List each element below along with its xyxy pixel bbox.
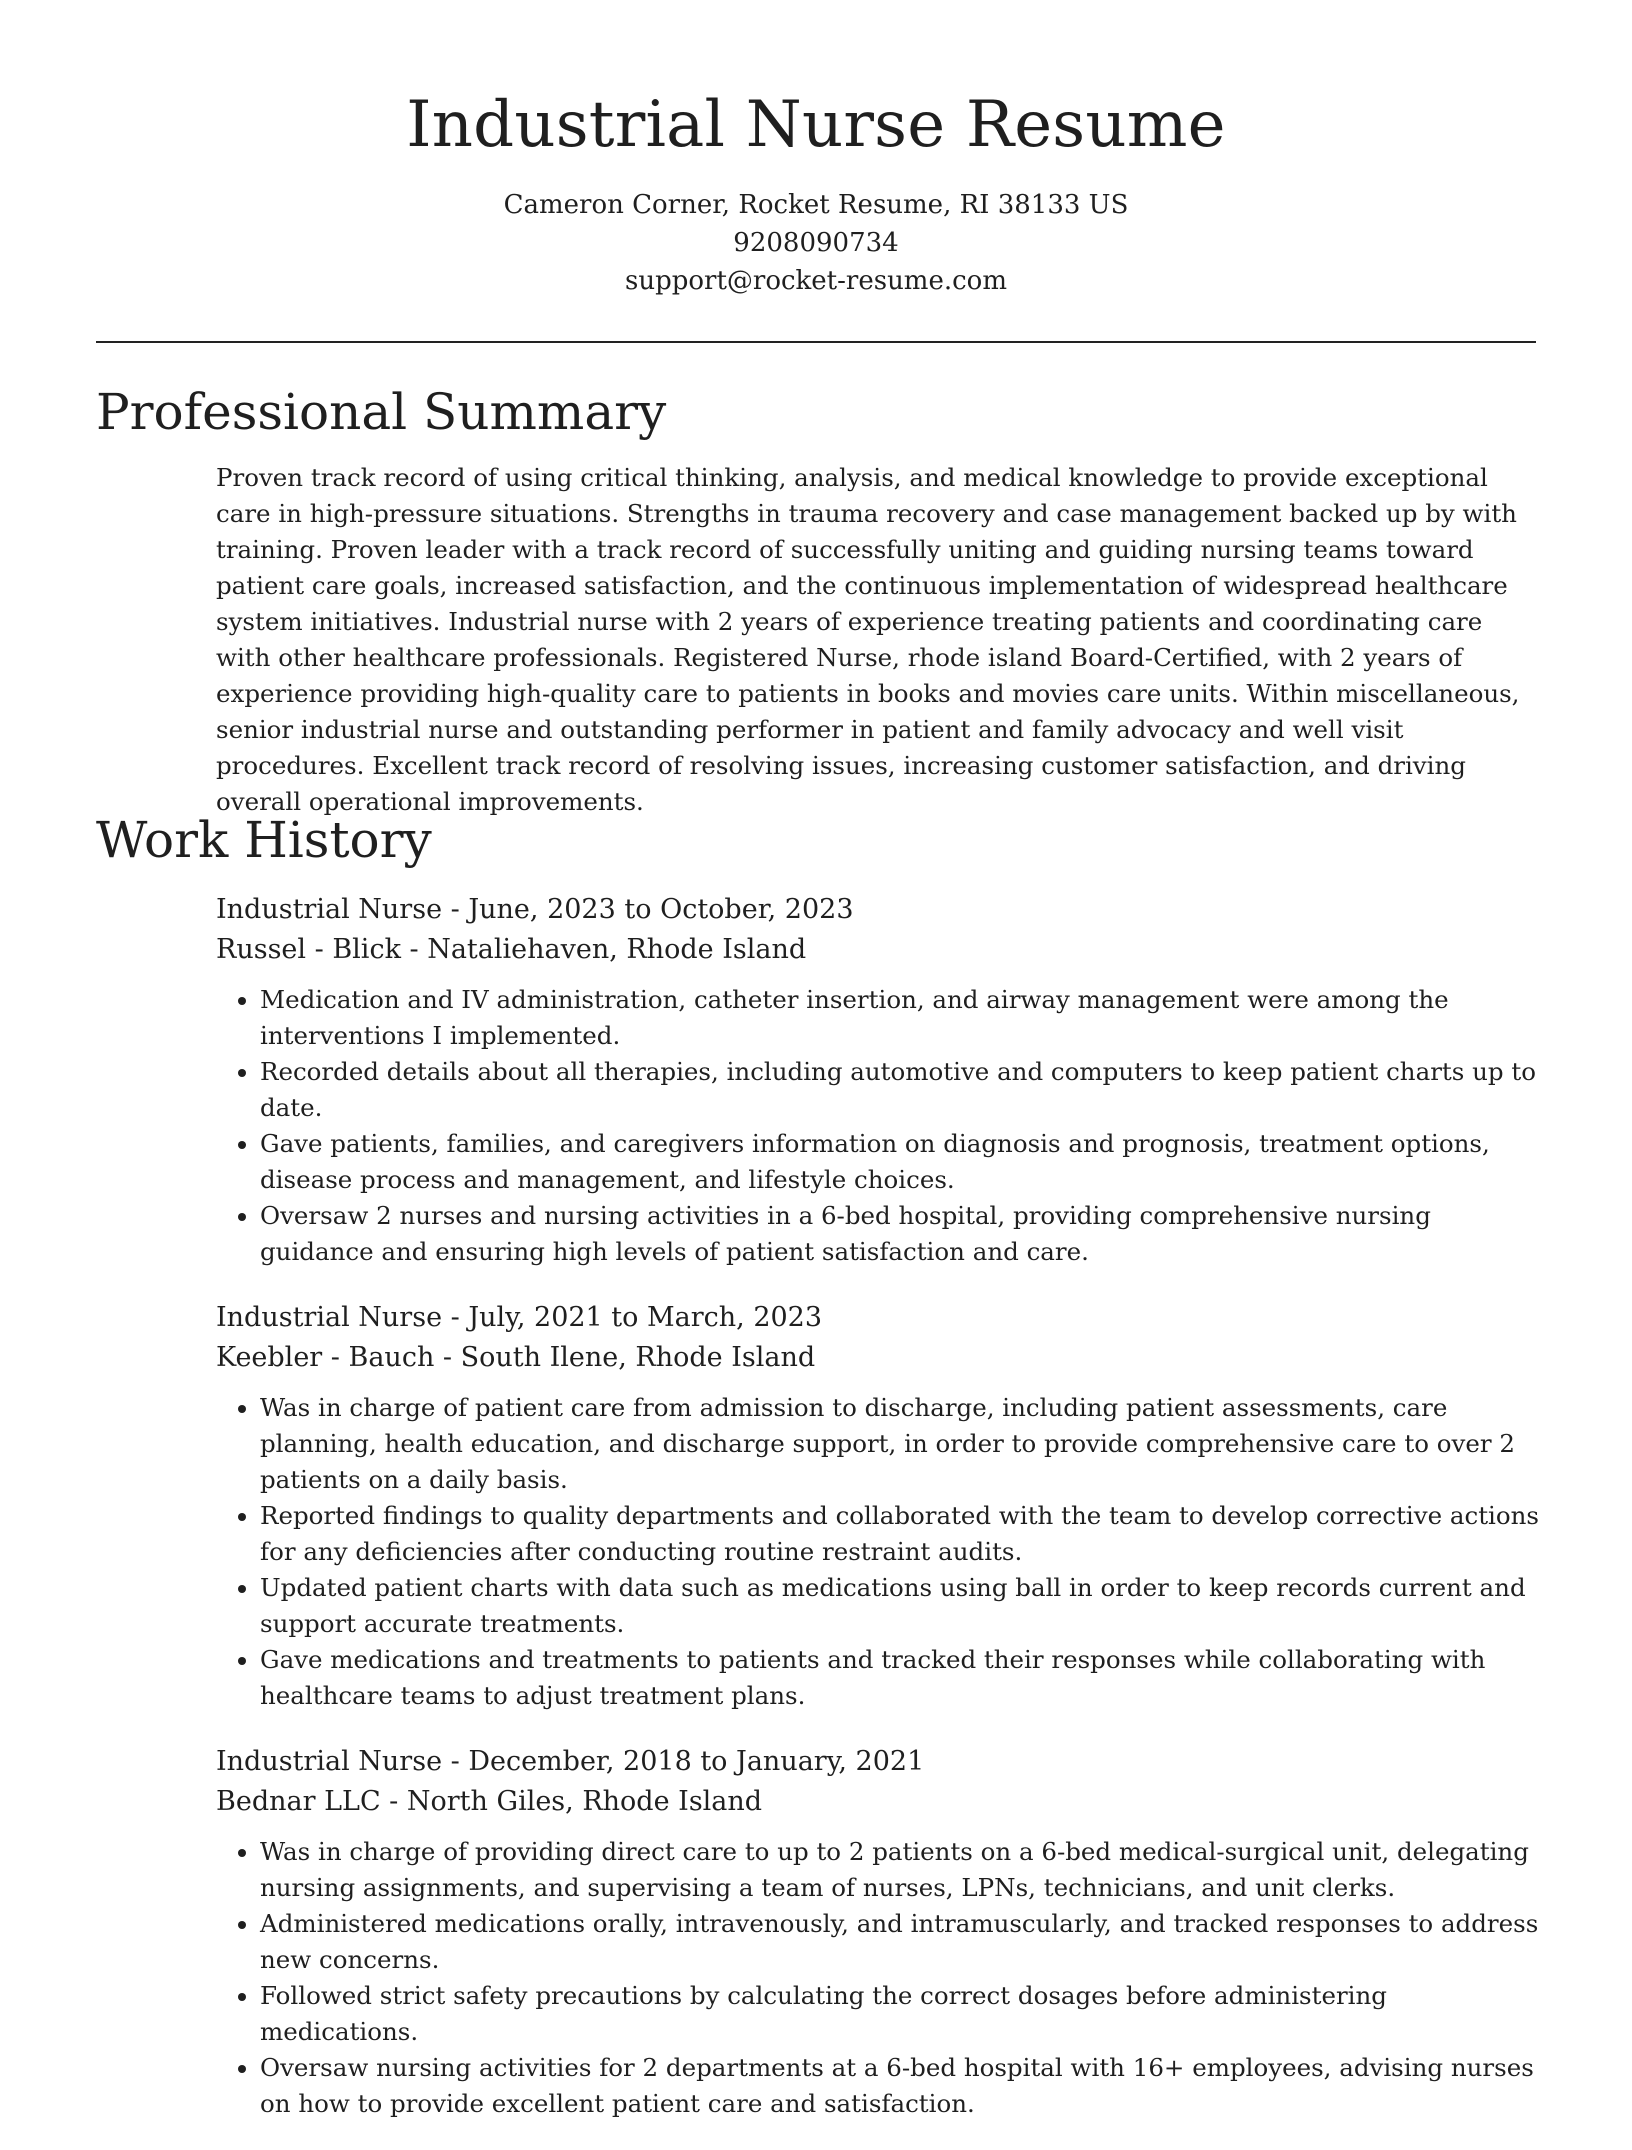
job-bullet: • Recorded details about all therapies, including automotive and computers to keep patient charts up to date.	[260, 1054, 1540, 1126]
job-bullet: • Oversaw nursing activities for 2 departments at a 6-bed hospital with 16+ employees, advising nurses on how to provide excellent patient care and satisfaction.	[260, 2050, 1540, 2122]
summary-section	[216, 460, 1540, 820]
job-company-line: Russel - Blick - Nataliehaven, Rhode Island	[216, 934, 807, 965]
job-bullets	[216, 1834, 1540, 2122]
job-bullet: • Was in charge of patient care from admission to discharge, including patient assessments, care planning, health education, and discharge support, in order to provide comprehensive care to over 2 patients on a daily basis.	[260, 1390, 1540, 1498]
resume-header	[0, 0, 1632, 300]
job-bullet: • Gave patients, families, and caregivers information on diagnosis and prognosis, treatment options, disease process and management, and lifestyle choices.	[260, 1126, 1540, 1198]
job-bullet: • Administered medications orally, intravenously, and intramuscularly, and tracked responses to address new concerns.	[260, 1906, 1540, 1978]
work-history-section	[216, 890, 1540, 2150]
work-history-heading: Work History	[96, 811, 432, 869]
job-bullet: • Updated patient charts with data such as medications using ball in order to keep records current and support accurate treatments.	[260, 1570, 1540, 1642]
job-bullet: • Gave medications and treatments to patients and tracked their responses while collaborating with healthcare teams to adjust treatment plans.	[260, 1642, 1540, 1714]
summary-heading: Professional Summary	[96, 383, 667, 441]
header-divider	[96, 341, 1536, 343]
contact-block	[0, 186, 1632, 300]
job-entry	[216, 1742, 1540, 2122]
job-entry	[216, 890, 1540, 1270]
contact-email: support@rocket-resume.com	[624, 266, 1007, 296]
contact-phone: 9208090734	[733, 228, 899, 258]
job-company-line: Bednar LLC - North Giles, Rhode Island	[216, 1786, 763, 1817]
resume-title: Industrial Nurse Resume	[406, 88, 1226, 162]
summary-text: Proven track record of using critical thinking, analysis, and medical knowledge to provide exceptional care in high-pressure situations. Strengths in trauma recovery and case management backed up by with training. Proven leader with a track record of successfully uniting and guiding nursing teams toward patient care goals, increased satisfaction, and the continuous implementation of widespread healthcare system initiatives. Industrial nurse with 2 years of experience treating patients and coordinating care with other healthcare professionals. Registered Nurse, rhode island Board-Certified, with 2 years of experience providing high-quality care to patients in books and movies care units. Within miscellaneous, senior industrial nurse and outstanding performer in patient and family advocacy and well visit procedures. Excellent track record of resolving issues, increasing customer satisfaction, and driving overall operational improvements.	[216, 463, 1520, 816]
job-company-line: Keebler - Bauch - South Ilene, Rhode Island	[216, 1342, 816, 1373]
job-title-line: Industrial Nurse - December, 2018 to January, 2021	[216, 1746, 925, 1777]
job-bullets	[216, 1390, 1540, 1714]
job-title-line: Industrial Nurse - June, 2023 to October, 2023	[216, 894, 854, 925]
job-title-line: Industrial Nurse - July, 2021 to March, 2023	[216, 1302, 823, 1333]
job-bullet: • Medication and IV administration, catheter insertion, and airway management were among the interventions I implemented.	[260, 982, 1540, 1054]
job-bullet: • Followed strict safety precautions by calculating the correct dosages before administering medications.	[260, 1978, 1540, 2050]
job-bullet: • Oversaw 2 nurses and nursing activities in a 6-bed hospital, providing comprehensive nursing guidance and ensuring high levels of patient satisfaction and care.	[260, 1198, 1540, 1270]
job-entry	[216, 1298, 1540, 1714]
job-bullets	[216, 982, 1540, 1270]
contact-address: Cameron Corner, Rocket Resume, RI 38133 US	[503, 190, 1129, 220]
job-bullet: • Was in charge of providing direct care to up to 2 patients on a 6-bed medical-surgical unit, delegating nursing assignments, and supervising a team of nurses, LPNs, technicians, and unit clerks.	[260, 1834, 1540, 1906]
job-bullet: • Reported findings to quality departments and collaborated with the team to develop corrective actions for any deficiencies after conducting routine restraint audits.	[260, 1498, 1540, 1570]
